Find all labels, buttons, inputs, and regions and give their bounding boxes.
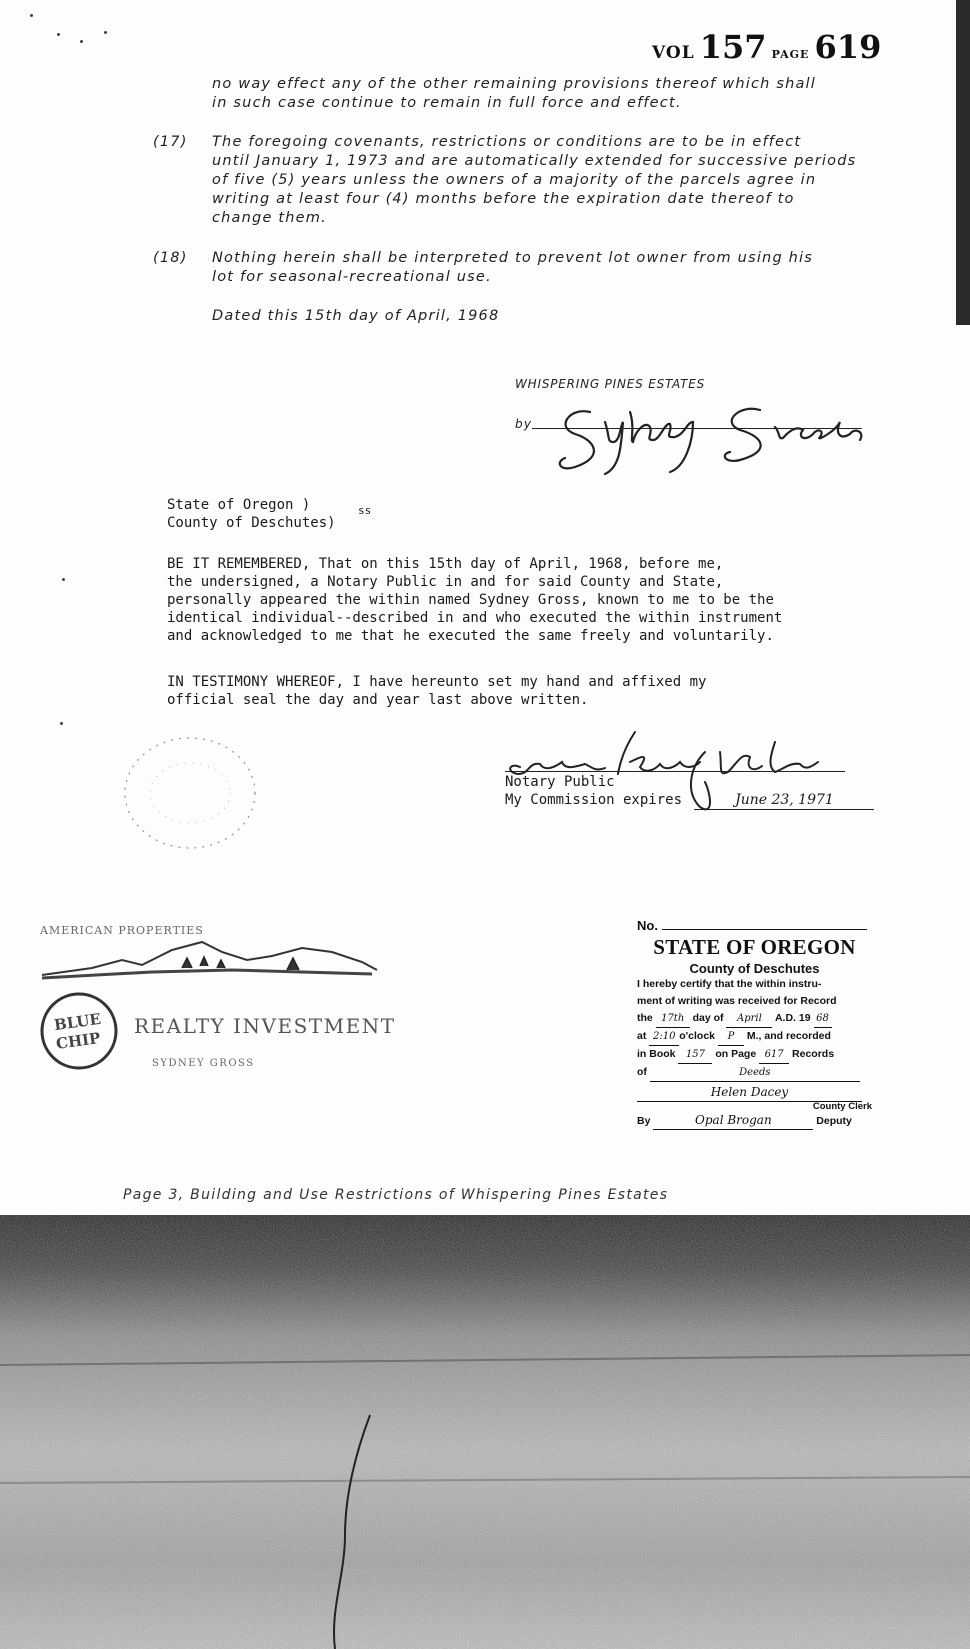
notary-title: Notary Public [505, 774, 615, 790]
venue-ss: ss [358, 504, 372, 517]
paragraph-17-number: (17) [153, 134, 188, 150]
recording-of-row [637, 1064, 872, 1082]
paragraph-17-text: The foregoing covenants, restrictions or conditions are to be in effect until January 1, 1973 and are automatically extended for successive periods of five (5) years unless the owners of a majority of the parcels agree in writing at least four (4) months before the expiration date thereof to change them. [212, 134, 857, 226]
paragraph-18-number: (18) [153, 250, 188, 266]
dated-line: Dated this 15th day of April, 1968 [212, 308, 500, 324]
recording-time: 2:10 [649, 1028, 679, 1046]
recording-year: 68 [814, 1010, 832, 1028]
signature-block [510, 372, 880, 477]
scan-speck [60, 722, 63, 725]
deputy-label: Deputy [816, 1115, 852, 1127]
page-label: PAGE [771, 48, 810, 61]
paragraph-18-text: Nothing herein shall be interpreted to prevent lot owner from using his lot for seasonal-recreational use. [212, 250, 814, 285]
testimony-paragraph: IN TESTIMONY WHEREOF, I have hereunto set my hand and affixed my official seal the day and year last above written. [167, 674, 707, 708]
venue-state: State of Oregon ) [167, 497, 311, 513]
clerk-signature: Helen Dacey [637, 1084, 862, 1102]
of-label: of [637, 1066, 647, 1078]
county-clerk-label: County Clerk [812, 1101, 872, 1112]
recording-title: STATE OF OREGON [653, 935, 856, 959]
realty-stamp [32, 910, 396, 1090]
stamp-main-text: REALTY INVESTMENT [134, 1014, 396, 1038]
certify-line-2: ment of writing was received for Record [637, 995, 837, 1007]
at-label: at [637, 1030, 647, 1042]
on-page-label: on Page [715, 1048, 757, 1060]
recording-book-row [637, 1046, 872, 1064]
page-number: 619 [814, 28, 882, 66]
in-book-label: in Book [637, 1048, 676, 1060]
recording-date-row [637, 1010, 872, 1028]
scan-edge-strip [956, 0, 970, 325]
acknowledgment-paragraph: BE IT REMEMBERED, That on this 15th day of April, 1968, before me, the undersigned, a Notary Public in and for said County and State, personally appeared the within named Sydney Gross, known to me to be the identical individual--described in and who executed the within instrument and acknowledged to me that he executed the same freely and voluntarily. [167, 556, 783, 644]
notary-block [505, 773, 874, 810]
continuation-paragraph: no way effect any of the other remaining provisions thereof which shall in such case continue to remain in full force and effect. [212, 76, 817, 111]
recording-day: 17th [656, 1010, 690, 1028]
sydney-gross-signature [535, 382, 875, 477]
vol-label: VOL [652, 43, 695, 63]
recording-number-row [637, 918, 872, 933]
volume-page-header [652, 28, 881, 66]
venue-county: County of Deschutes) [167, 515, 336, 531]
scanner-bed-area [0, 1215, 970, 1649]
scan-speck [80, 40, 83, 43]
stamp-sub-text: SYDNEY GROSS [152, 1058, 255, 1069]
recording-book: 157 [678, 1046, 712, 1064]
oclock-label: o'clock [679, 1030, 716, 1042]
notary-seal [110, 728, 270, 858]
recording-of-value: Deeds [650, 1064, 860, 1082]
by-label: by [515, 417, 533, 431]
scan-speck [104, 31, 107, 34]
scan-speck [57, 33, 60, 36]
notary-commission-row [505, 791, 874, 810]
scan-speck [30, 14, 33, 17]
scan-speck [62, 578, 65, 581]
certify-line-1: I hereby certify that the within instru- [637, 978, 822, 990]
stamp-top-text: AMERICAN PROPERTIES [40, 924, 204, 937]
recording-month: April [726, 1010, 772, 1028]
recording-no-label: No. [637, 918, 658, 933]
notary-signature-line [505, 771, 845, 772]
ad-label: A.D. 19 [774, 1012, 811, 1024]
by-clerk-label: By [637, 1115, 651, 1127]
seal-line-2: CHIP [54, 1028, 102, 1054]
seal-line-1: BLUE [52, 1009, 102, 1035]
commission-label: My Commission expires [505, 792, 683, 808]
clerk-signature-row [637, 1084, 872, 1102]
recording-page: 617 [759, 1046, 789, 1064]
recording-time-row [637, 1028, 872, 1046]
recording-stamp [637, 918, 872, 1130]
recording-meridiem: P [718, 1028, 744, 1046]
day-of-label: day of [692, 1012, 724, 1024]
m-label: M., and recorded [746, 1030, 831, 1042]
company-name: WHISPERING PINES ESTATES [515, 377, 706, 391]
deputy-row [637, 1112, 872, 1130]
recording-county: County of Deschutes [689, 961, 820, 976]
mountain-landscape-icon [32, 930, 392, 990]
deputy-signature: Opal Brogan [653, 1112, 813, 1130]
records-label: Records [792, 1048, 835, 1060]
commission-date: June 23, 1971 [694, 791, 874, 810]
page-footer-caption: Page 3, Building and Use Restrictions of Whispering Pines Estates [123, 1187, 669, 1203]
the-label: the [637, 1012, 653, 1024]
vol-number: 157 [699, 28, 767, 66]
